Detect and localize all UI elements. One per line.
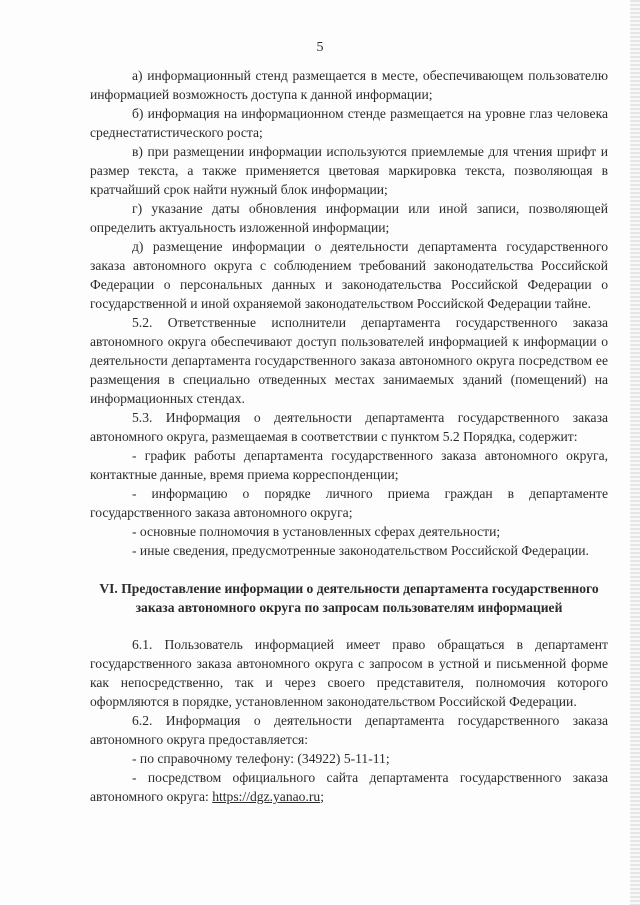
list-item-powers: - основные полномочия в установленных сферах деятельности; <box>132 524 501 539</box>
paragraph-d: д) размещение информации о деятельности департамента государственного заказа автономного округа с соблюдением требований законодательства Российской Федерации о персональных данных и законодательства Российской Федерации о государственной и иной охраняемой законодательством Российской Федерации тайне. <box>90 239 608 311</box>
list-item-reception: - информацию о порядке личного приема граждан в департаменте государственного заказа автономного округа; <box>90 486 608 520</box>
paragraph-v: в) при размещении информации используются приемлемые для чтения шрифт и размер текста, а также применяется цветовая маркировка текста, позволяющая в кратчайший срок найти нужный блок информации; <box>90 144 608 197</box>
paragraph-b: б) информация на информационном стенде размещается на уровне глаз человека среднестатистического роста; <box>90 106 608 140</box>
website-tail: ; <box>320 789 324 804</box>
list-item-phone: - по справочному телефону: (34922) 5-11-11; <box>132 751 390 766</box>
website-text: - посредством официального сайта департамента государственного заказа автономного округа: <box>90 770 608 804</box>
section-heading: VI. Предоставление информации о деятельности департамента государственного заказа автономного округа по запросам пользователям информацией <box>99 581 599 615</box>
website-link[interactable]: https://dgz.yanao.ru <box>212 789 321 804</box>
paragraph-6-2: 6.2. Информация о деятельности департамента государственного заказа автономного округа предоставляется: <box>90 713 608 747</box>
scan-edge <box>630 0 640 905</box>
list-item-schedule: - график работы департамента государственного заказа автономного округа, контактные данные, время приема корреспонденции; <box>90 448 608 482</box>
paragraph-6-1: 6.1. Пользователь информацией имеет право обращаться в департамент государственного заказа автономного округа с запросом в устной и письменной форме как непосредственно, так и через своего представителя, полномочия которого оформляются в порядке, установленном законодательством Российской Федерации. <box>90 637 608 709</box>
paragraph-5-2: 5.2. Ответственные исполнители департамента государственного заказа автономного округа обеспечивают доступ пользователей информацией к информации о деятельности департамента государственного заказа автономного округа посредством ее размещения в специально отведенных местах занимаемых зданий (помещений) на информационных стендах. <box>90 315 608 406</box>
page-number: 5 <box>316 40 324 55</box>
list-item-other: - иные сведения, предусмотренные законодательством Российской Федерации. <box>132 543 589 558</box>
document-body <box>90 66 608 806</box>
list-item-website <box>90 768 608 806</box>
paragraph-a: а) информационный стенд размещается в месте, обеспечивающем пользователю информацией возможность доступа к данной информации; <box>90 68 608 102</box>
paragraph-g: г) указание даты обновления информации или иной записи, позволяющей определить актуальность изложенной информации; <box>90 201 608 235</box>
paragraph-5-3: 5.3. Информация о деятельности департамента государственного заказа автономного округа, размещаемая в соответствии с пунктом 5.2 Порядка, содержит: <box>90 410 608 444</box>
